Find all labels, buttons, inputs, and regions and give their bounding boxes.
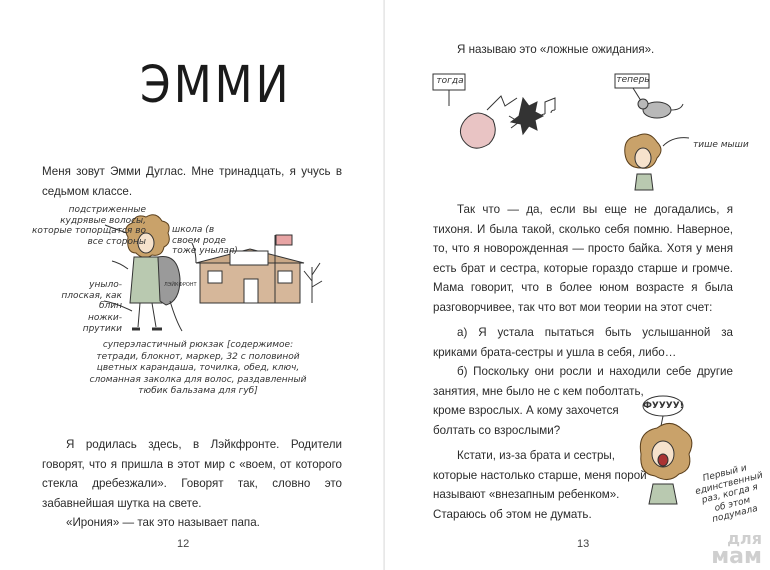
- quiet-paragraph: Так что — да, если вы еще не догадались, я тихоня. И была такой, сколько себя помню. Наверное, то, что я новорожденная — просто байка. Хотя у меня есть брат и сестра, которые гораздо старше и громче. Мама говорит, что в более юном возрасте я была разговорчивее, так что вот мои теории на этот счет:: [433, 203, 733, 314]
- annotation-school: школа (в своем роде тоже унылая): [172, 225, 238, 256]
- quiet-label: тише мыши: [693, 140, 749, 150]
- now-label: теперь: [616, 75, 650, 85]
- annotation-backpack: суперэластичный рюкзак [содержимое: тетради, блокнот, маркер, 32 с половиной цветных карандаша, точилка, обед, ключ, сломанная заколка для волос, раздавленный тюбик бальзама для губ]: [89, 340, 307, 396]
- birth-paragraph: Я родилась здесь, в Лэйкфронте. Родители говорят, что я пришла в этот мир с «воем, от которого стекла дребезжали». Говорят так, словно это забавнейшая шутка на свете. «Ирония» — так это называет папа.: [42, 438, 342, 530]
- school-sign: ЛЭЙКФРОНТ: [164, 282, 197, 288]
- surprise-child-paragraph: Кстати, из-за брата и сестры, которые настолько старше, меня порой называют «внезапным ребенком». Стараюсь об этом не думать.: [433, 449, 647, 521]
- intro-paragraph: Меня зовут Эмми Дуглас. Мне тринадцать, я учусь в седьмом классе.: [42, 165, 342, 198]
- then-label: тогда: [436, 76, 464, 86]
- theory-b-continued: кроме взрослых. А кому захочется болтать со взрослыми?: [433, 404, 619, 437]
- watermark-line-1: для: [727, 529, 762, 548]
- theories-list: а) Я устала пытаться быть услышанной за криками брата-сестры и ушла в себя, либо… б) Поскольку они росли и находили себе другие занятия, мне было не с кем поболтать,: [433, 326, 733, 398]
- false-expectations-line: Я называю это «ложные ожидания».: [457, 43, 655, 56]
- annotation-body: унылo-плоская, как блин: [61, 280, 122, 311]
- scream-bubble: ФУУУУ!: [643, 401, 684, 411]
- page-number-right: 13: [577, 538, 590, 550]
- first-time-note: Первый и единственный раз, когда я об этом подумала: [694, 463, 764, 525]
- chapter-title: ЭММИ: [140, 56, 292, 115]
- page-number-left: 12: [177, 538, 190, 550]
- watermark-line-2: мам: [711, 544, 762, 569]
- annotation-legs: ножки-прутики: [82, 313, 122, 334]
- then-now-illustration: [425, 66, 765, 196]
- right-page: [385, 0, 770, 570]
- watermark: [711, 529, 762, 569]
- annotation-hair: подстриженные кудрявые волосы, которые топорщатся во все стороны: [31, 205, 146, 247]
